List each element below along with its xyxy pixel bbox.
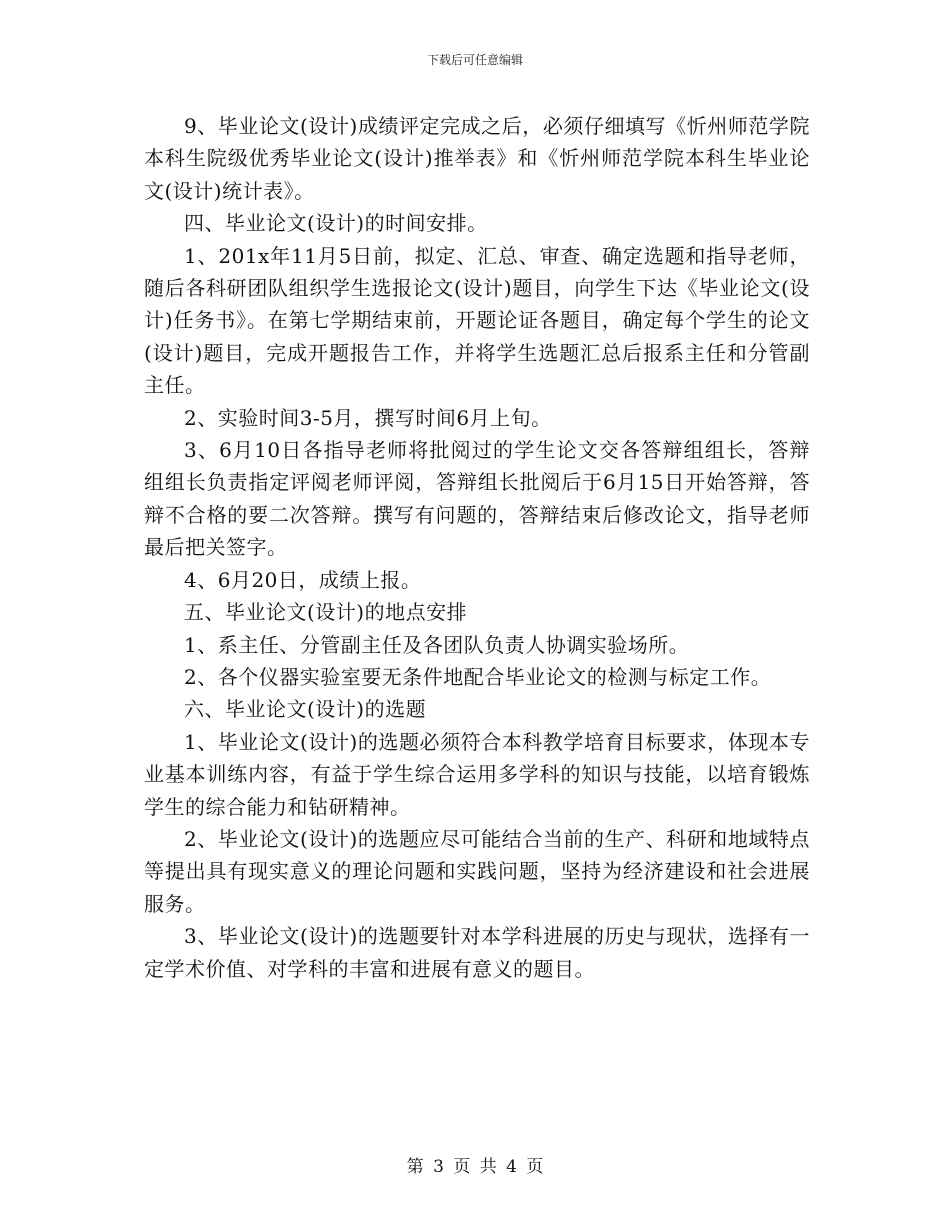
paragraph-topic-3: 3、毕业论文(设计)的选题要针对本学科进展的历史与现状，选择有一定学术价值、对学科的丰富和进展有意义的题目。 (144, 924, 810, 981)
section-heading-location: 五、毕业论文(设计)的地点安排 (184, 600, 468, 625)
page-header: 下载后可任意编辑 (426, 53, 523, 67)
section-heading-schedule: 四、毕业论文(设计)的时间安排。 (184, 211, 488, 236)
paragraph-topic-1: 1、毕业论文(设计)的选题必须符合本科教学培育目标要求，体现本专业基本训练内容，有益于学生综合运用多学科的知识与技能，以培育锻炼学生的综合能力和钻研精神。 (144, 729, 810, 819)
paragraph-schedule-3: 3、6月10日各指导老师将批阅过的学生论文交各答辩组组长，答辩组组长负责指定评阅老师评阅，答辩组长批阅后于6月15日开始答辩，答辩不合格的要二次答辩。撰写有问题的，答辩结束后修改论文，指导老师最后把关签字。 (144, 438, 810, 560)
paragraph-schedule-1: 1、201x年11月5日前，拟定、汇总、审查、确定选题和指导老师，随后各科研团队组织学生选报论文(设计)题目，向学生下达《毕业论文(设计)任务书》。在第七学期结束前，开题论证各题目，确定每个学生的论文(设计)题目，完成开题报告工作，并将学生选题汇总后报系主任和分管副主任。 (144, 243, 810, 398)
paragraph-schedule-2: 2、实验时间3-5月，撰写时间6月上旬。 (184, 405, 552, 430)
paragraph-location-1: 1、系主任、分管副主任及各团队负责人协调实验场所。 (184, 632, 690, 657)
section-heading-topic: 六、毕业论文(设计)的选题 (184, 697, 427, 722)
paragraph-location-2: 2、各个仪器实验室要无条件地配合毕业论文的检测与标定工作。 (184, 664, 772, 689)
document-body (144, 110, 810, 985)
paragraph-topic-2: 2、毕业论文(设计)的选题应尽可能结合当前的生产、科研和地域特点等提出具有现实意义的理论问题和实践问题，坚持为经济建设和社会进展服务。 (144, 826, 810, 916)
page-footer: 第 3 页 共 4 页 (406, 1157, 544, 1177)
paragraph-item-9: 9、毕业论文(设计)成绩评定完成之后，必须仔细填写《忻州师范学院本科生院级优秀毕业论文(设计)推举表》和《忻州师范学院本科生毕业论文(设计)统计表》。 (144, 114, 810, 203)
paragraph-schedule-4: 4、6月20日，成绩上报。 (184, 567, 422, 592)
